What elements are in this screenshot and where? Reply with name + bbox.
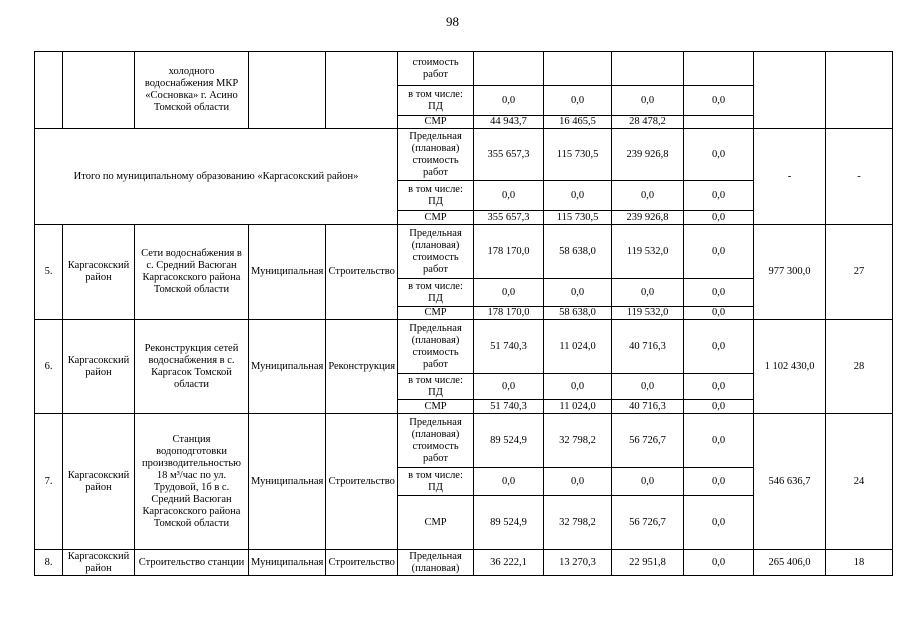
table-row: в том числе: ПД 0,0 0,0 0,0 0,0 bbox=[35, 374, 893, 400]
row-number: 6. bbox=[35, 320, 63, 414]
capacity-cell: 546 636,7 bbox=[754, 414, 826, 550]
table-row bbox=[35, 52, 893, 86]
work-type-cell: Строительство bbox=[326, 225, 398, 320]
row-number: 5. bbox=[35, 225, 63, 320]
district-cell: Каргасокский район bbox=[63, 225, 135, 320]
district-cell: Каргасокский район bbox=[63, 550, 135, 576]
total-row: СМР 355 657,3 115 730,5 239 926,8 0,0 bbox=[35, 211, 893, 225]
term-cell: 24 bbox=[826, 414, 893, 550]
pd-label-cell: в том числе: ПД bbox=[398, 86, 474, 116]
object-name-cell: Строительство станции bbox=[135, 550, 249, 576]
table-row: в том числе: ПД 0,0 0,0 0,0 0,0 bbox=[35, 468, 893, 496]
table-row: СМР 89 524,9 32 798,2 56 726,7 0,0 bbox=[35, 496, 893, 550]
work-type-cell: Строительство bbox=[326, 550, 398, 576]
table-row: СМР 44 943,7 16 465,5 28 478,2 bbox=[35, 116, 893, 129]
object-name-cell: Станция водоподготовки производительностью 18 м³/час по ул. Трудовой, 1б в с. Средний Васюган Каргасокского района Томской области bbox=[135, 414, 249, 550]
term-cell: 18 bbox=[826, 550, 893, 576]
table-row: 7. Каргасокский район Станция водоподготовки производительностью 18 м³/час по ул. Трудовой, 1б в с. Средний Васюган Каргасокского района Томской области Муниципальная Строительство Предельная (плановая) стоимость работ 89 524,9 32 798,2 56 726,7 0,0 546 636,7 24 bbox=[35, 414, 893, 468]
district-cell: Каргасокский район bbox=[63, 414, 135, 550]
term-cell: 28 bbox=[826, 320, 893, 414]
table-row: 5. Каргасокский район Сети водоснабжения в с. Средний Васюган Каргасокского района Томской области Муниципальная Строительство Предельная (плановая) стоимость работ 178 170,0 58 638,0 119 532,0 0,0 977 300,0 27 bbox=[35, 225, 893, 279]
table-row: в том числе: ПД 0,0 0,0 0,0 0,0 bbox=[35, 279, 893, 307]
total-label: Итого по муниципальному образованию «Каргасокский район» bbox=[35, 129, 398, 225]
total-row: Итого по муниципальному образованию «Каргасокский район» Предельная (плановая) стоимость работ 355 657,3 115 730,5 239 926,8 0,0 - - bbox=[35, 129, 893, 181]
term-cell: 27 bbox=[826, 225, 893, 320]
table-row: в том числе: ПД 0,0 0,0 0,0 0,0 bbox=[35, 86, 893, 116]
cost-label-cell: стоимость работ bbox=[398, 52, 474, 86]
total-row: в том числе: ПД 0,0 0,0 0,0 0,0 bbox=[35, 181, 893, 211]
capacity-cell: 1 102 430,0 bbox=[754, 320, 826, 414]
capacity-cell: 977 300,0 bbox=[754, 225, 826, 320]
object-name-cell: Сети водоснабжения в с. Средний Васюган Каргасокского района Томской области bbox=[135, 225, 249, 320]
row-number: 7. bbox=[35, 414, 63, 550]
capacity-cell: 265 406,0 bbox=[754, 550, 826, 576]
capacity-cell: - bbox=[754, 129, 826, 225]
table-row: СМР 51 740,3 11 024,0 40 716,3 0,0 bbox=[35, 400, 893, 414]
ownership-cell: Муниципальная bbox=[249, 550, 326, 576]
table-row: 6. Каргасокский район Реконструкция сетей водоснабжения в с. Каргасок Томской области Муниципальная Реконструкция Предельная (плановая) стоимость работ 51 740,3 11 024,0 40 716,3 0,0 1 102 430,0 28 bbox=[35, 320, 893, 374]
district-cell: Каргасокский район bbox=[63, 320, 135, 414]
ownership-cell: Муниципальная bbox=[249, 320, 326, 414]
row-number: 8. bbox=[35, 550, 63, 576]
object-name-cell: холодного водоснабжения МКР «Сосновка» г. Асино Томской области bbox=[135, 52, 249, 129]
term-cell: - bbox=[826, 129, 893, 225]
object-name-cell: Реконструкция сетей водоснабжения в с. Каргасок Томской области bbox=[135, 320, 249, 414]
work-type-cell: Реконструкция bbox=[326, 320, 398, 414]
table-row: СМР 178 170,0 58 638,0 119 532,0 0,0 bbox=[35, 307, 893, 320]
ownership-cell: Муниципальная bbox=[249, 414, 326, 550]
page-number: 98 bbox=[446, 14, 459, 29]
table-row: 8. Каргасокский район Строительство станции Муниципальная Строительство Предельная (плановая) 36 222,1 13 270,3 22 951,8 0,0 265 406,0 18 bbox=[35, 550, 893, 576]
smr-label-cell: СМР bbox=[398, 116, 474, 129]
work-type-cell: Строительство bbox=[326, 414, 398, 550]
ownership-cell: Муниципальная bbox=[249, 225, 326, 320]
investment-table bbox=[34, 51, 893, 576]
